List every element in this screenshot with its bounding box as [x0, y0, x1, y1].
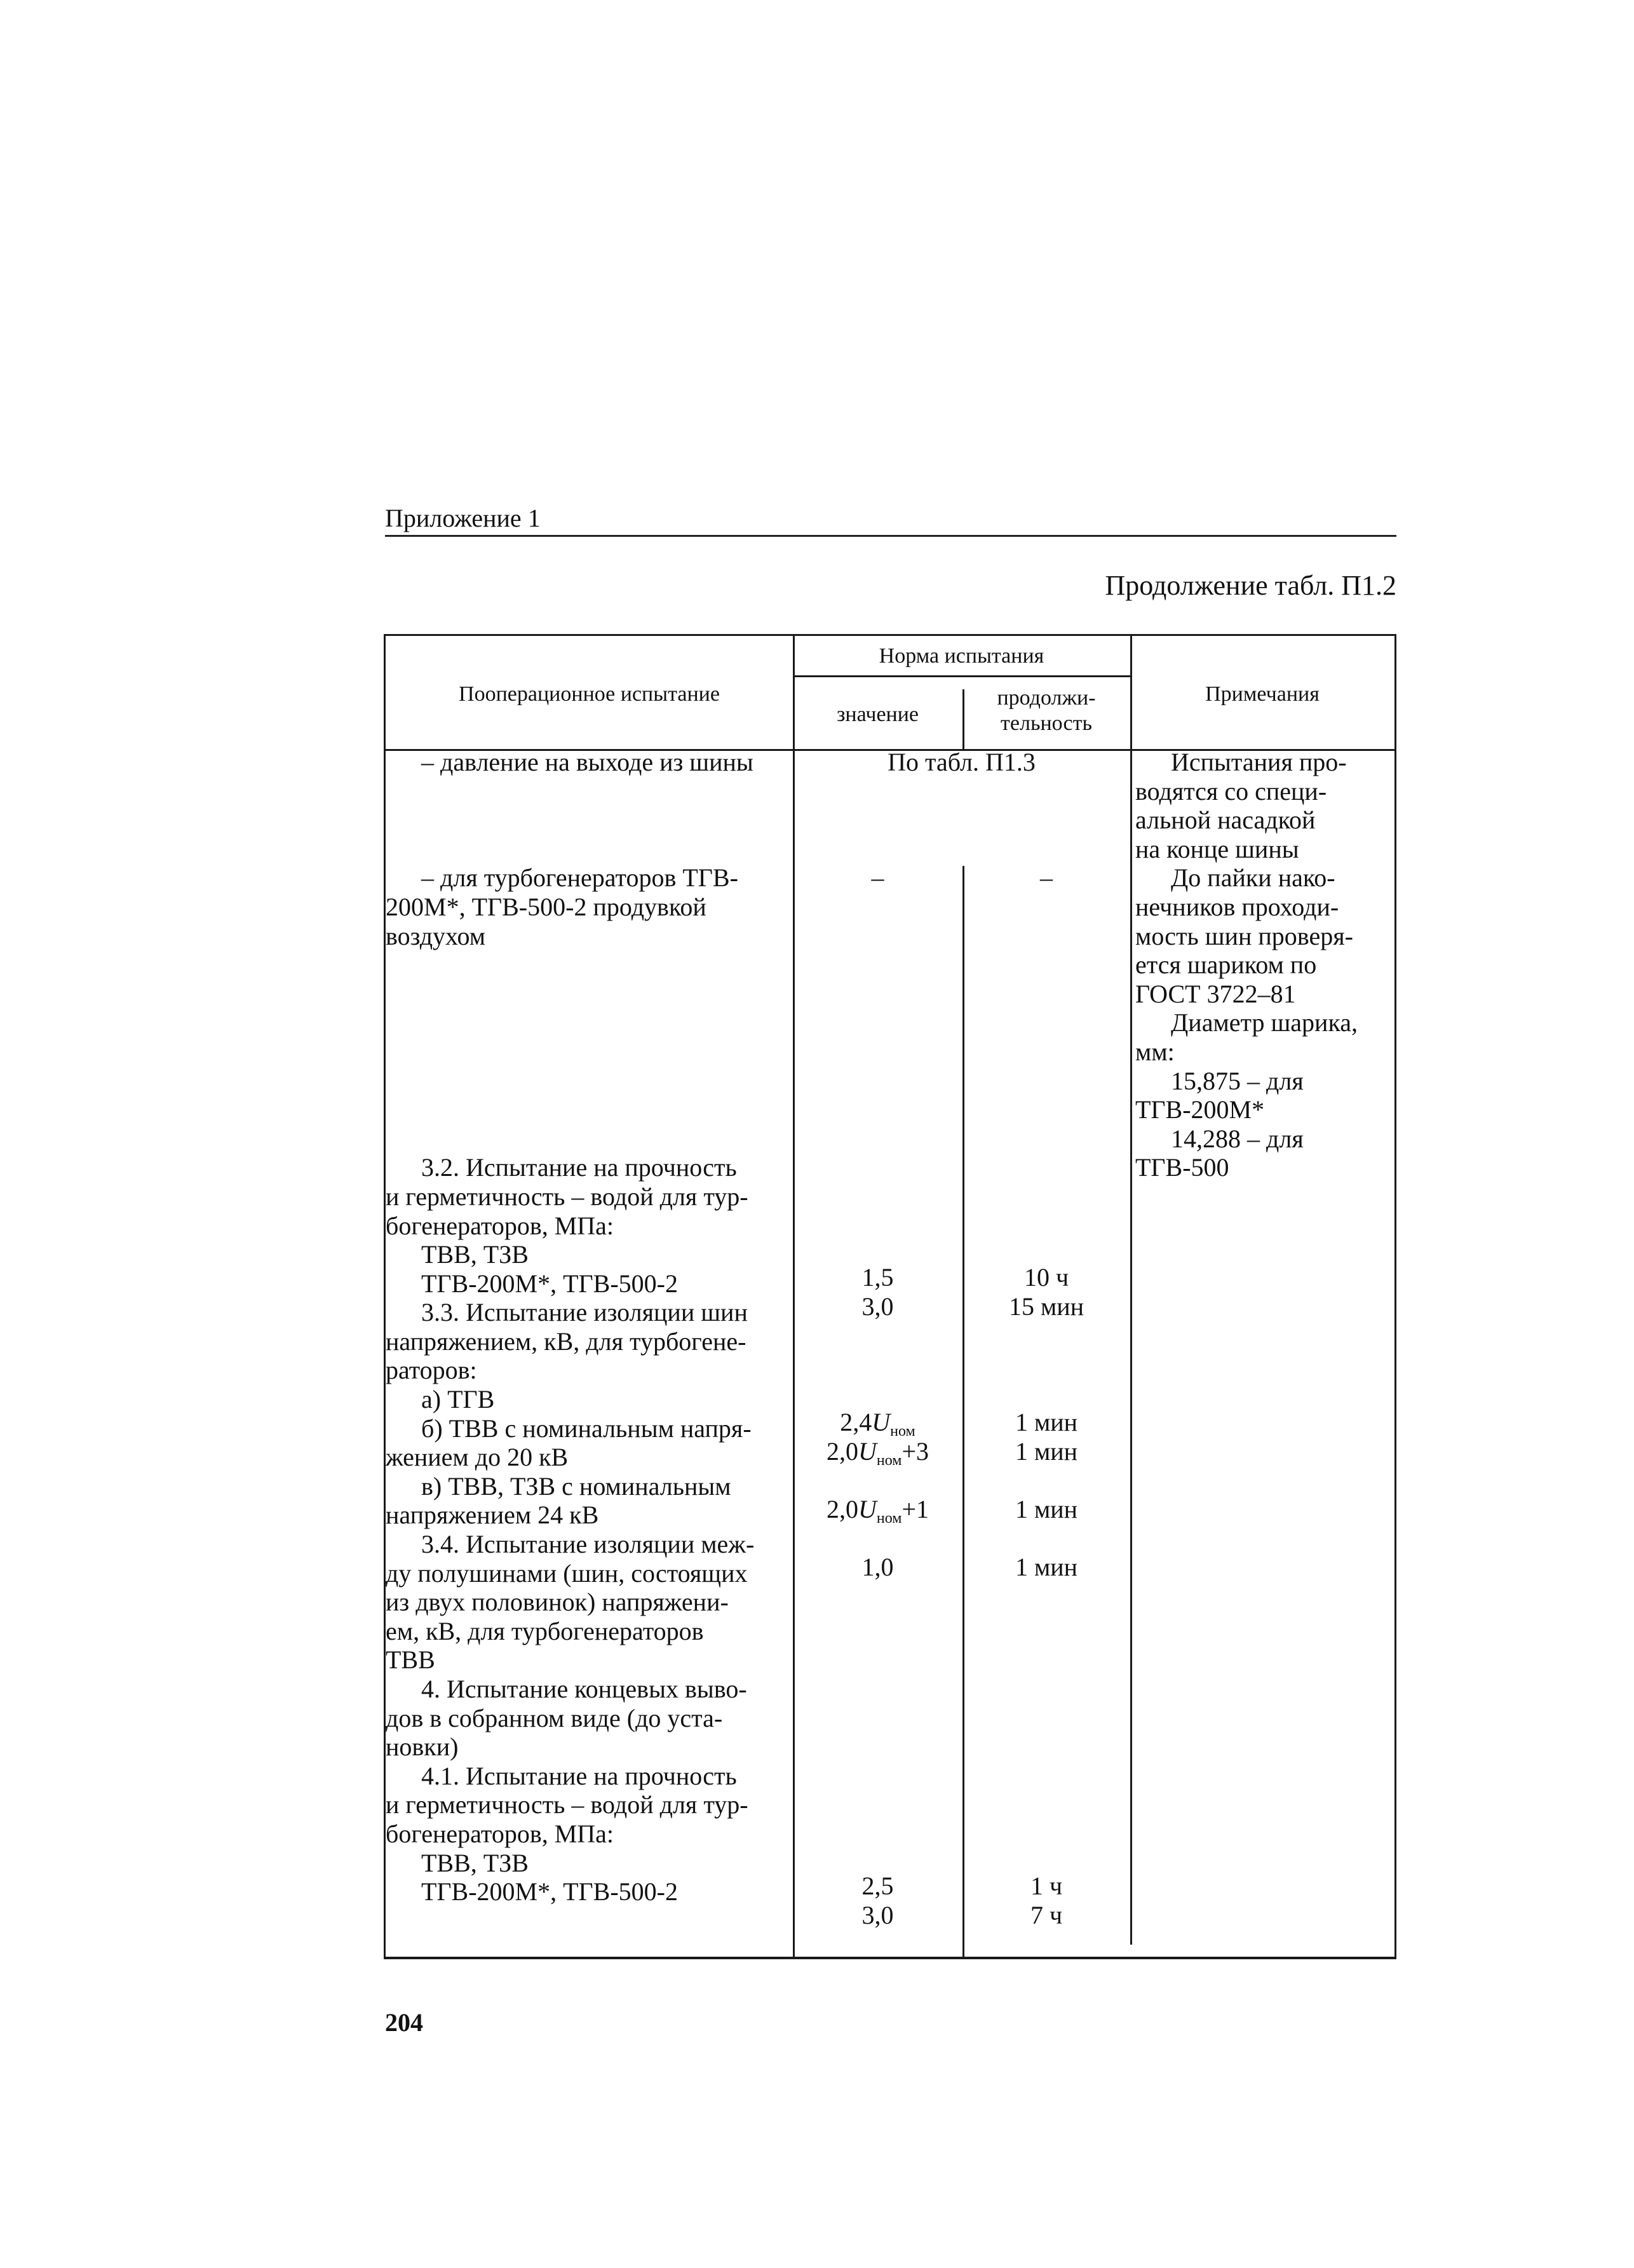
- u-symbol: U: [872, 1408, 891, 1436]
- u-symbol: U: [858, 1437, 877, 1466]
- spacer: [386, 835, 793, 864]
- spacer: [386, 1037, 793, 1067]
- duration-cell: 1 мин: [1015, 1408, 1078, 1436]
- test-line: и герметичность – водой для тур-: [386, 1182, 748, 1211]
- col-header-duration: [962, 685, 1130, 736]
- test-line: воздухом: [386, 921, 486, 950]
- col-header-duration-line1: продолжи-: [997, 686, 1096, 710]
- duration-cell: 1 мин: [1015, 1495, 1078, 1523]
- merged-norm-value: По табл. П1.3: [888, 748, 1036, 776]
- test-description-column: [386, 748, 793, 1907]
- note-line: мость шин проверя-: [1135, 921, 1353, 950]
- note-line: До пайки нако-: [1171, 863, 1335, 893]
- test-line: а) ТГВ: [421, 1385, 495, 1414]
- value-cell: 1,0: [861, 1553, 894, 1581]
- notes-column: [1135, 748, 1392, 1182]
- test-line: жением до 20 кВ: [386, 1443, 569, 1472]
- duration-cell: 10 ч: [1023, 1263, 1069, 1292]
- test-line: б) ТВВ с номинальным напря-: [421, 1414, 752, 1443]
- test-line: ТВВ, ТЗВ: [421, 1240, 529, 1269]
- test-line: ем, кВ, для турбогенераторов: [386, 1616, 704, 1645]
- value-cell-u: [793, 1437, 962, 1475]
- table-continuation-caption: Продолжение табл. П1.2: [1105, 570, 1396, 601]
- spacer: [386, 1008, 793, 1037]
- col-header-duration-line2: тельность: [1001, 712, 1092, 735]
- note-line: водятся со специ-: [1135, 776, 1327, 806]
- spacer: [386, 980, 793, 1009]
- note-line: ТГВ-500: [1135, 1153, 1229, 1182]
- test-line: напряжением, кВ, для турбогене-: [386, 1326, 746, 1356]
- spacer: [386, 806, 793, 835]
- duration-dash: –: [1040, 863, 1053, 892]
- test-line: 3.2. Испытание на прочность: [421, 1153, 737, 1182]
- duration-cell: 1 мин: [1015, 1437, 1078, 1466]
- note-line: Диаметр шарика,: [1171, 1008, 1358, 1037]
- note-line: на конце шины: [1135, 834, 1299, 863]
- value-coef: 2,0: [826, 1495, 858, 1523]
- value-cell: 1,5: [861, 1263, 894, 1292]
- test-line: ду полушинами (шин, состоящих: [386, 1558, 748, 1588]
- col-header-notes: Примечания: [1205, 682, 1320, 706]
- value-dash: –: [871, 863, 884, 892]
- test-line: ТВВ: [386, 1645, 435, 1675]
- test-line: ТГВ-200М*, ТГВ-500-2: [421, 1269, 679, 1298]
- test-line: из двух половинок) напряжени-: [386, 1588, 729, 1617]
- note-line: ТГВ-200М*: [1135, 1095, 1265, 1124]
- test-line: раторов:: [386, 1356, 477, 1385]
- value-cell-u: [793, 1495, 962, 1533]
- duration-cell: 15 мин: [1008, 1292, 1084, 1321]
- spacer: [386, 1095, 793, 1124]
- value-coef: 2,4: [840, 1408, 872, 1436]
- test-line: 200М*, ТГВ-500-2 продувкой: [386, 892, 706, 921]
- u-symbol: U: [858, 1495, 877, 1523]
- value-add: +3: [901, 1437, 929, 1466]
- test-line: ТВВ, ТЗВ: [421, 1848, 529, 1877]
- test-line: новки): [386, 1732, 459, 1762]
- note-line: 15,875 – для: [1171, 1066, 1304, 1095]
- appendix-title: Приложение 1: [385, 504, 541, 532]
- value-coef: 2,0: [826, 1437, 858, 1466]
- test-line: в) ТВВ, ТЗВ с номинальным: [421, 1471, 731, 1501]
- test-line: – давление на выходе из шины: [421, 748, 753, 776]
- spacer: [386, 1067, 793, 1096]
- note-line: Испытания про-: [1171, 748, 1347, 776]
- test-line: – для турбогенераторов ТГВ-: [421, 863, 738, 893]
- value-cell: 3,0: [861, 1292, 894, 1321]
- duration-cell: 1 мин: [1015, 1553, 1078, 1581]
- note-line: ГОСТ 3722–81: [1135, 979, 1296, 1008]
- spacer: [386, 777, 793, 806]
- norm-subheader-rule: [793, 675, 1130, 677]
- note-line: 14,288 – для: [1171, 1124, 1304, 1153]
- col-header-norm: Норма испытания: [879, 644, 1044, 668]
- test-line: 3.4. Испытание изоляции меж-: [421, 1530, 755, 1559]
- value-cell: 2,5: [861, 1872, 894, 1900]
- test-line: 4.1. Испытание на прочность: [421, 1761, 737, 1790]
- test-line: 4. Испытание концевых выво-: [421, 1675, 747, 1703]
- test-line: богенераторов, МПа:: [386, 1211, 614, 1240]
- page-number: 204: [385, 2008, 423, 2037]
- col-header-test: Пооперационное испытание: [459, 682, 720, 706]
- note-line: нечников проходи-: [1135, 892, 1339, 921]
- test-line: и герметичность – водой для тур-: [386, 1790, 748, 1819]
- spacer: [386, 1124, 793, 1154]
- spacer: [386, 950, 793, 980]
- u-subscript: ном: [876, 1510, 902, 1527]
- test-norms-table: [384, 634, 1396, 1959]
- note-line: альной насадкой: [1135, 806, 1316, 835]
- test-line: богенераторов, МПа:: [386, 1819, 614, 1848]
- test-line: напряжением 24 кВ: [386, 1501, 599, 1530]
- duration-cell: 1 ч: [1030, 1872, 1063, 1900]
- value-add: +1: [901, 1495, 929, 1523]
- value-cell: 3,0: [861, 1901, 894, 1929]
- col-divider-3: [1130, 636, 1132, 1945]
- test-line: 3.3. Испытание изоляции шин: [421, 1298, 748, 1327]
- test-line: дов в собранном виде (до уста-: [386, 1703, 723, 1732]
- u-subscript: ном: [876, 1452, 902, 1469]
- note-line: мм:: [1135, 1037, 1175, 1066]
- col-header-value: значение: [836, 703, 919, 726]
- header-rule: [385, 535, 1396, 537]
- duration-cell: 7 ч: [1030, 1901, 1063, 1929]
- test-line: ТГВ-200М*, ТГВ-500-2: [421, 1877, 679, 1907]
- u-subscript: ном: [890, 1423, 915, 1440]
- note-line: ется шариком по: [1135, 950, 1317, 980]
